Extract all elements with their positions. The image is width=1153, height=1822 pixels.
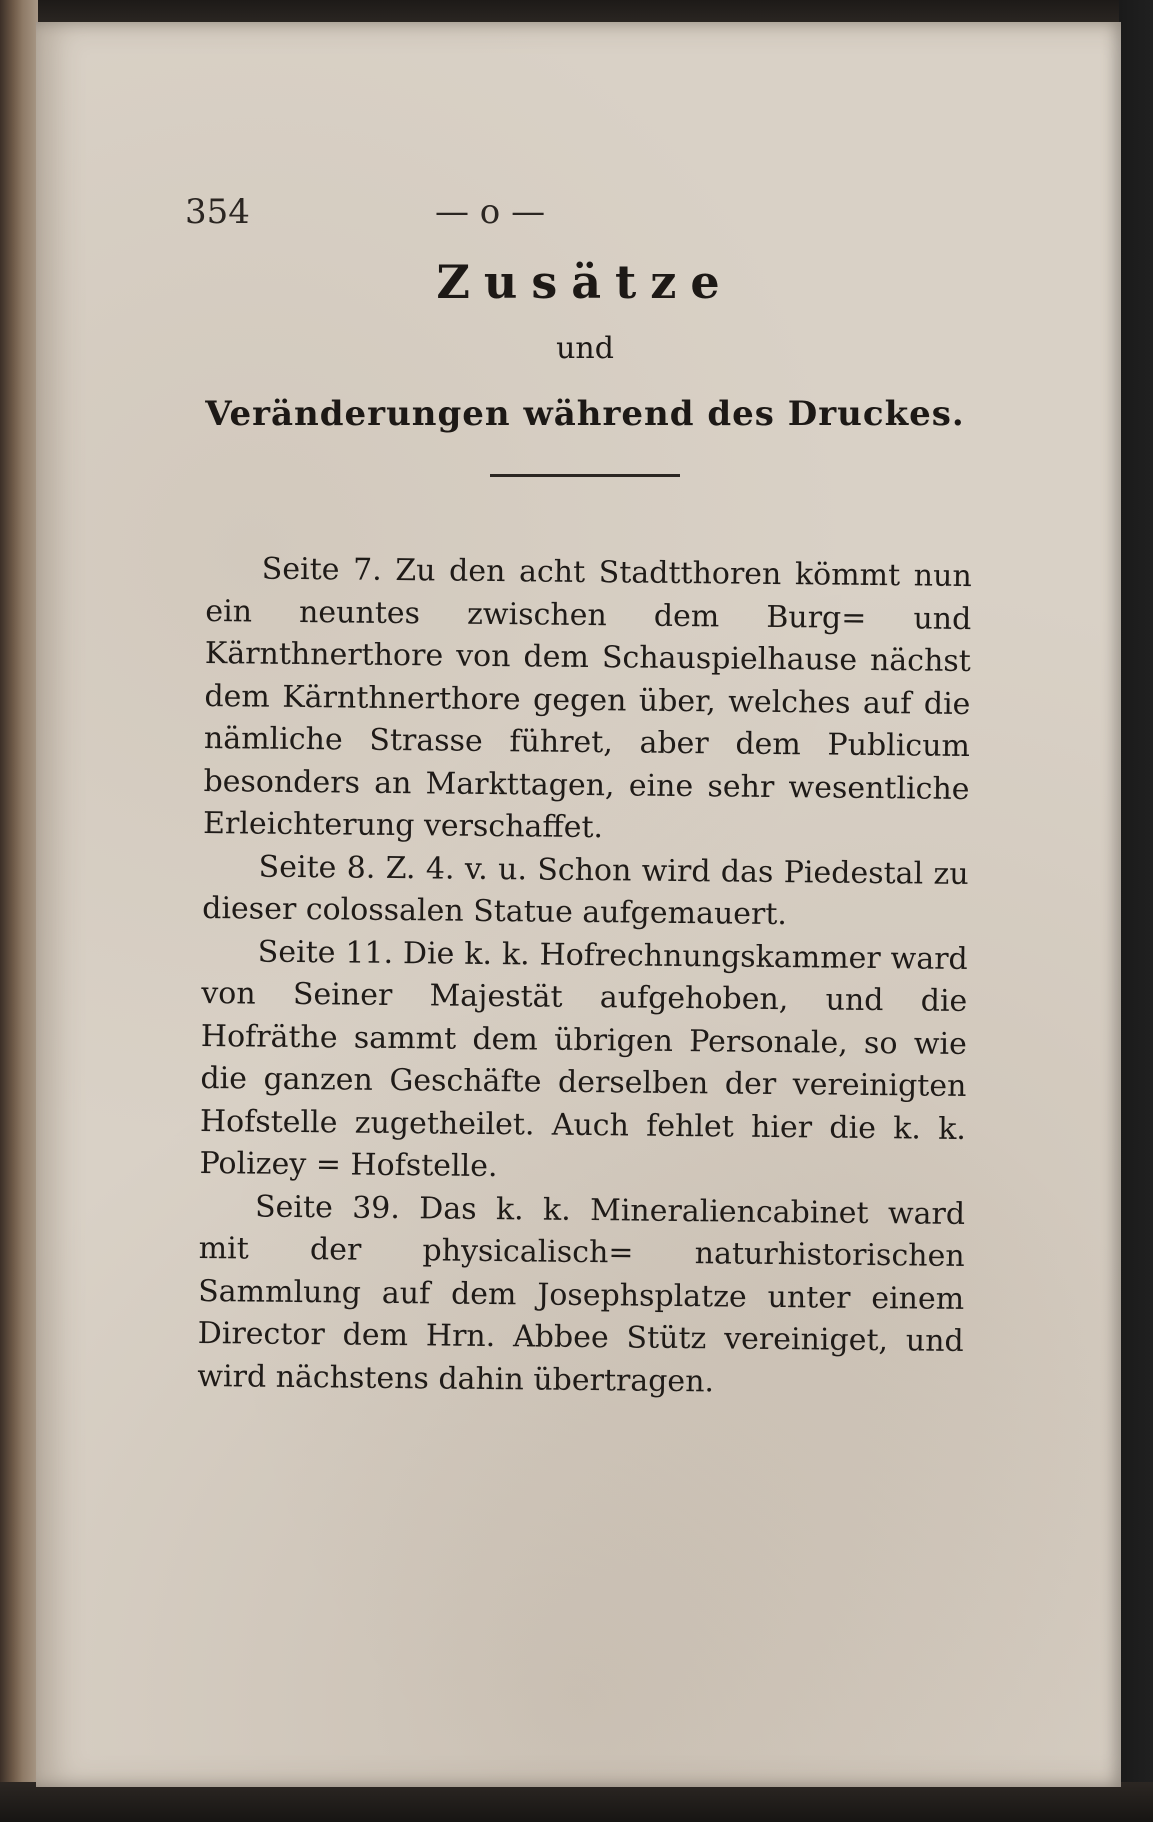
section-title: Zusätze	[436, 255, 734, 309]
scan-right-border	[1119, 0, 1153, 1822]
paragraph-seite-11: Seite 11. Die k. k. Hofrechnungskammer ward von Seiner Majestät aufgehoben, und die Hofräthe sammt dem übrigen Personale, so wie die ganzen Geschäfte derselben der vereinigten Hofstelle zugetheilet. Auch fehlet hier die k. k. Polizey = Hofstelle.	[199, 934, 968, 1185]
heading-rule	[490, 474, 680, 477]
section-subtitle: Veränderungen während des Druckes.	[205, 394, 965, 434]
paragraph-seite-8: Seite 8. Z. 4. v. u. Schon wird das Piedestal zu dieser colossalen Statue aufgemauert.	[202, 849, 969, 933]
section-connector: und	[556, 331, 614, 366]
scan-bottom-border	[0, 1782, 1153, 1822]
paragraph-seite-7: Seite 7. Zu den acht Stadtthoren kömmt nun ein neuntes zwischen dem Burg= und Kärnthnerthore von dem Schauspielhause nächst dem Kärnthnerthore gegen über, welches auf die nämliche Strasse führet, aber dem Publicum besonders an Markttagen, eine sehr wesentliche Erleichterung verschaffet.	[202, 551, 972, 846]
book-spine-edge	[0, 0, 38, 1822]
body-text	[197, 548, 972, 1406]
section-heading	[190, 255, 980, 477]
page-number: 354	[185, 192, 250, 232]
header-ornament: — o —	[435, 192, 546, 232]
running-header	[185, 192, 705, 236]
paragraph-seite-39: Seite 39. Das k. k. Mineraliencabinet ward mit der physicalisch= naturhistorischen Sammlung auf dem Josephsplatze unter einem Director dem Hrn. Abbee Stütz vereiniget, und wird nächstens dahin übertragen.	[197, 1189, 966, 1399]
